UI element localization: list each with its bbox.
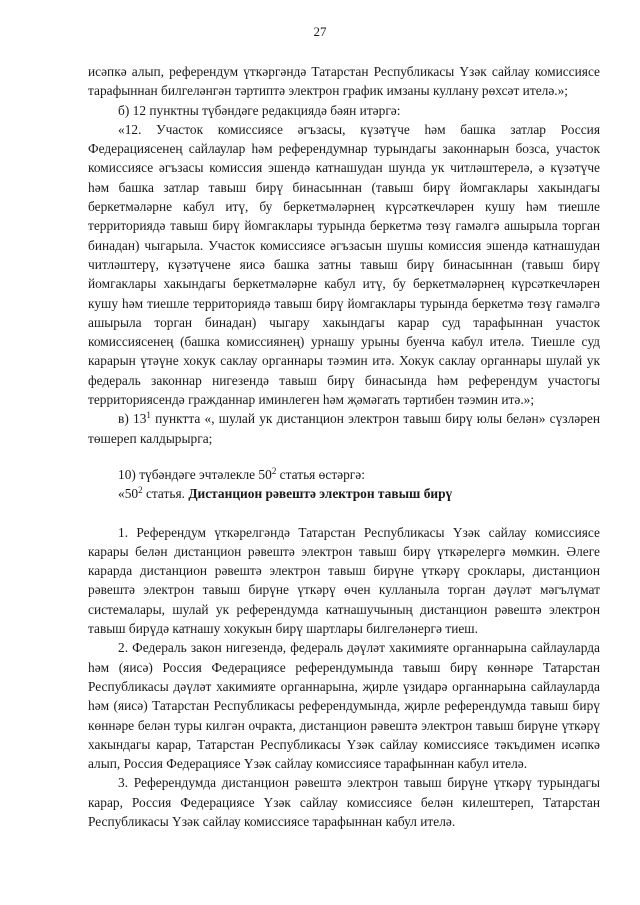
article-title bbox=[88, 484, 600, 503]
article-title-label: статья. bbox=[142, 486, 189, 502]
spacer bbox=[88, 448, 600, 465]
paragraph-continuation: исәпкә алып, референдум үткәргәндә Татарстан Республикасы Үзәк сайлау комиссиясе тарафыннан билгеләнгән тәртиптә электрон график имзаны кулланy рөхсәт ителә.»; bbox=[88, 64, 600, 99]
article-paragraph-2: 2. Федераль закон нигезендә, федераль дәүләт хакимияте органнарына сайлауларда һәм (яисә) Россия Федерациясе референдумында тавыш бирү көннәре Татарстан Республикасы дәүләт хакимияте органнарына, җирле үзидарә органнарына сайлауларда һәм (яисә) Татарстан Республикасы референдумында, җирле референдумда тавыш бирү көннәре белән туры килгән очракта, дистанцион рәвештә электрон тавыш бирүне үткәрү хакындагы карар, Татарстан Республикасы Үзәк сайлау комиссиясе тәкъдимен исәпкә алып, Россия Федерациясе Үзәк сайлау комиссиясе тарафыннан кабул ителә. bbox=[88, 640, 600, 772]
item-10-superscript: 2 bbox=[271, 465, 277, 476]
paragraph-item-10 bbox=[88, 465, 600, 484]
item-10-text: статья өстәргә: bbox=[276, 466, 365, 482]
paragraph-subitem-b: б) 12 пунктны түбәндәге редакциядә бәян итәргә: bbox=[118, 102, 401, 118]
document-body bbox=[88, 62, 600, 831]
subitem-v-text: пунктта «, шулай ук дистанцион электрон тавыш бирү юлы белән» сүзләрен төшереп калдырырга; bbox=[88, 411, 600, 446]
item-10-prefix: 10) түбәндәге эчтәлекле 50 bbox=[118, 466, 272, 482]
subitem-v-superscript: 1 bbox=[146, 410, 151, 421]
article-paragraph-3: 3. Референдумда дистанцион рәвештә электрон тавыш бирүне үткәрү турындагы карар, Россия Федерациясе Үзәк сайлау комиссиясе белән килештереп, Татарстан Республикасы Үзәк сайлау комиссиясе тарафыннан кабул ителә. bbox=[88, 775, 600, 829]
paragraph-subitem-v bbox=[88, 409, 600, 448]
page-number: 27 bbox=[313, 24, 327, 39]
spacer bbox=[88, 504, 600, 523]
article-title-heading: Дистанцион рәвештә электрон тавыш бирү bbox=[188, 486, 453, 502]
article-paragraph-1: 1. Референдум үткәрелгәндә Татарстан Республикасы Үзәк сайлау комиссиясе карары белән дистанцион рәвештә электрон тавыш бирү үткәрелергә мөмкин. Әлеге карарда дистанцион рәвештә электрон тавыш бирүне үткәрү сроклары, дистанцион рәвештә электрон тавыш бирүне үткәрү өчен кулланыла торган дәүләт мәгълүмат системалары, шулай ук референдумда катнашучының дистанцион рәвештә электрон тавыш бирүдә катнашу хокукын бирү шартлары билгеләнергә тиеш. bbox=[88, 524, 600, 637]
paragraph-point-12: «12. Участок комиссиясе әгъзасы, күзәтүче һәм башка затлар Россия Федерациясенең сайлаулар һәм референдумнар турындагы законнарын бозса, участок комиссиясе әгъзасы комиссия эшендә катнашудан шунда ук читләштерелә, ә күзәтүче һәм башка затлар тавыш бирү бинасыннан (тавыш бирү йомгаклары хакындагы беркетмәләрне кабул итү, бу беркетмәләрнең күрсәткечләрен кушу һәм тиешле территориядә тавыш бирү йомгаклары турында беркетмә төзү гамәлгә ашырыла торган бинадан) чыгарыла. Участок комиссиясе әгъзасын шушы комиссия эшендә катнашудан читләштерү, күзәтүчене яисә башка затны тавыш бирү бинасыннан (тавыш бирү йомгаклары хакындагы беркетмәләрне кабул итү, бу беркетмәләрнең күрсәткечләрен кушу һәм тиешле территориядә тавыш бирү йомгаклары турында беркетмә төзү гамәлгә ашырыла торган бинадан) чыгару хакындагы карар суд тарафыннан участок комиссиясенең (башка комиссиянең) урнашу урыны буенча кабул ителә. Тиешле суд карарын үтәүне хокук саклау органнары тәэмин итә. Хокук саклау органнары шулай ук федераль законнар нигезендә тавыш бирү бинасында һәм референдум участогы территориясендә гражданнар иминлеген һәм җәмәгать тәртибен тәэмин итә.»; bbox=[88, 121, 600, 408]
subitem-v-prefix: в) 13 bbox=[118, 411, 147, 427]
article-title-prefix: «50 bbox=[118, 486, 139, 502]
article-title-superscript: 2 bbox=[138, 485, 143, 496]
